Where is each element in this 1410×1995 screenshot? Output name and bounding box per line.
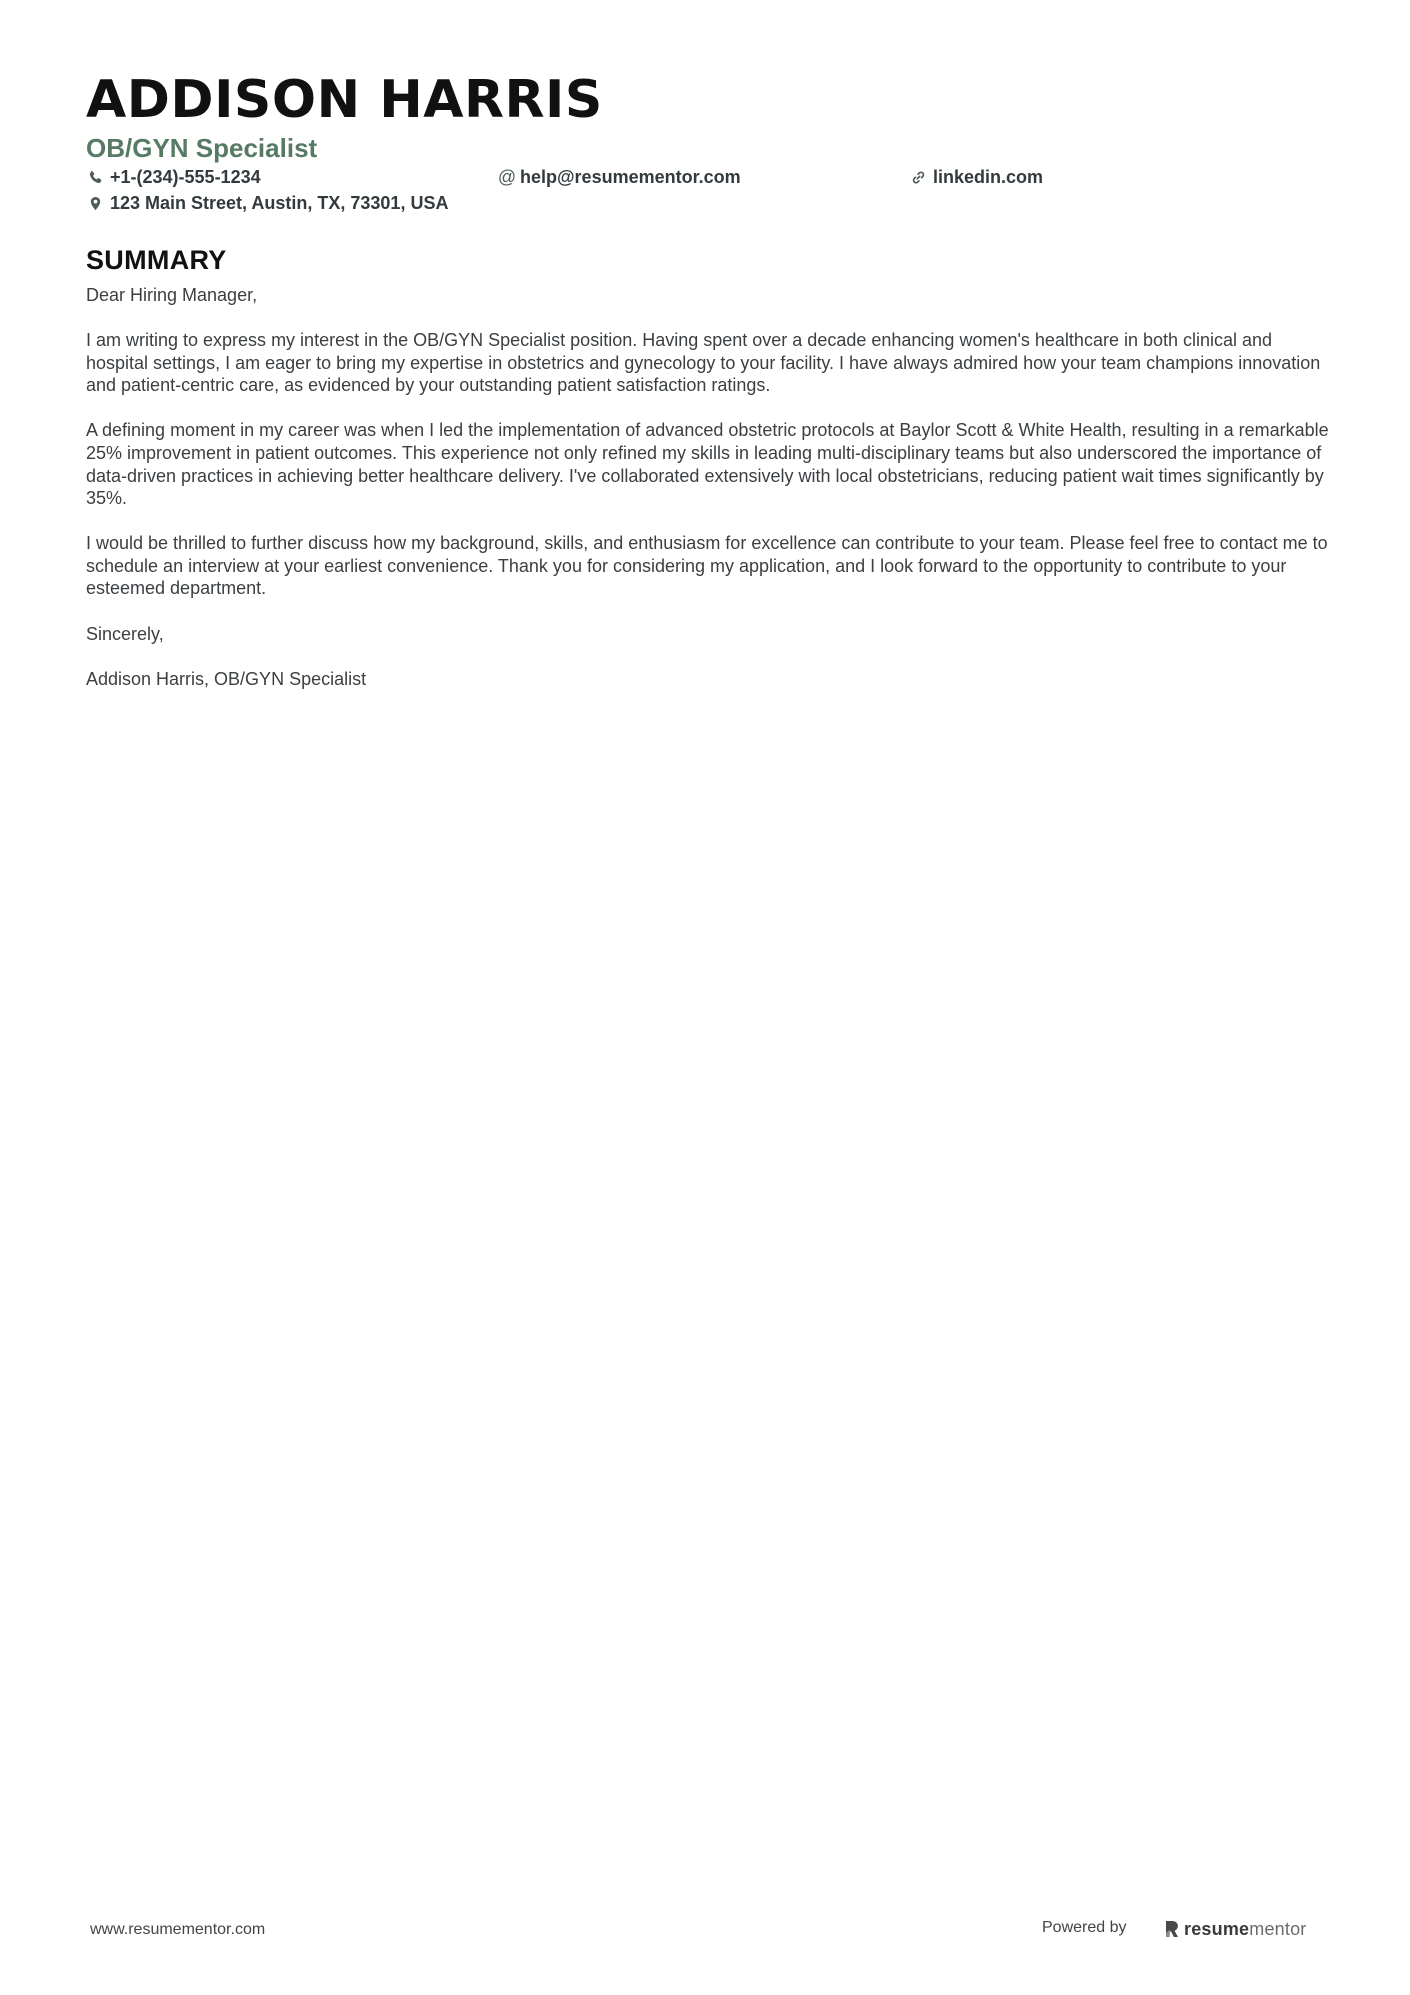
phone-text: +1-(234)-555-1234 <box>110 166 261 187</box>
closing: Sincerely, <box>86 623 164 644</box>
powered-by-label: Powered by <box>1042 1919 1127 1936</box>
summary-heading: SUMMARY <box>86 245 227 275</box>
letter-paragraph: A defining moment in my career was when I led the implementation of advanced obstetric protocols at Baylor Scott & White Health, resulting in a remarkable 25% improvement in patient outcomes. This experience not only refined my skills in leading multi-disciplinary teams but also underscored the importance of data-driven practices in achieving better healthcare delivery. I've collaborated extensively with local obstetricians, reducing patient wait times significantly by 35%. <box>86 420 1329 509</box>
logo-text-light: mentor <box>1249 1918 1307 1939</box>
letter-paragraph: I am writing to express my interest in the OB/GYN Specialist position. Having spent over a decade enhancing women's healthcare in both clinical and hospital settings, I am eager to bring my expertise in obstetrics and gynecology to your facility. I have always admired how your team champions innovation and patient-centric care, as evidenced by your outstanding patient satisfaction ratings. <box>86 330 1321 396</box>
footer <box>0 1915 1410 1955</box>
main-content <box>86 68 1336 713</box>
contact-phone <box>86 166 498 188</box>
candidate-title: OB/GYN Specialist <box>86 133 318 163</box>
link-icon <box>909 168 927 186</box>
contact-email <box>498 166 909 188</box>
website-text[interactable]: linkedin.com <box>933 166 1044 187</box>
letter-paragraph: I would be thrilled to further discuss how my background, skills, and enthusiasm for excellence can contribute to your team. Please feel free to contact me to schedule an interview at your earliest convenience. Thank you for considering my application, and I look forward to the opportunity to contribute to your esteemed department. <box>86 533 1328 599</box>
candidate-name: ADDISON HARRIS <box>86 70 603 130</box>
contact-info <box>86 166 1336 214</box>
contact-website <box>909 166 1309 188</box>
resumementor-logo-icon <box>1164 1919 1180 1939</box>
footer-url[interactable]: www.resumementor.com <box>90 1921 266 1938</box>
contact-address <box>86 192 498 214</box>
letter-body <box>86 284 1336 690</box>
resumementor-logo[interactable] <box>1164 1915 1306 1943</box>
salutation: Dear Hiring Manager, <box>86 285 258 305</box>
email-text[interactable]: help@resumementor.com <box>520 166 741 187</box>
address-text: 123 Main Street, Austin, TX, 73301, USA <box>110 192 449 213</box>
logo-text <box>1184 1919 1306 1940</box>
location-pin-icon <box>86 194 104 212</box>
logo-text-bold: resume <box>1184 1918 1250 1939</box>
phone-icon <box>86 168 104 186</box>
signature: Addison Harris, OB/GYN Specialist <box>86 668 367 689</box>
at-icon: @ <box>497 166 517 187</box>
